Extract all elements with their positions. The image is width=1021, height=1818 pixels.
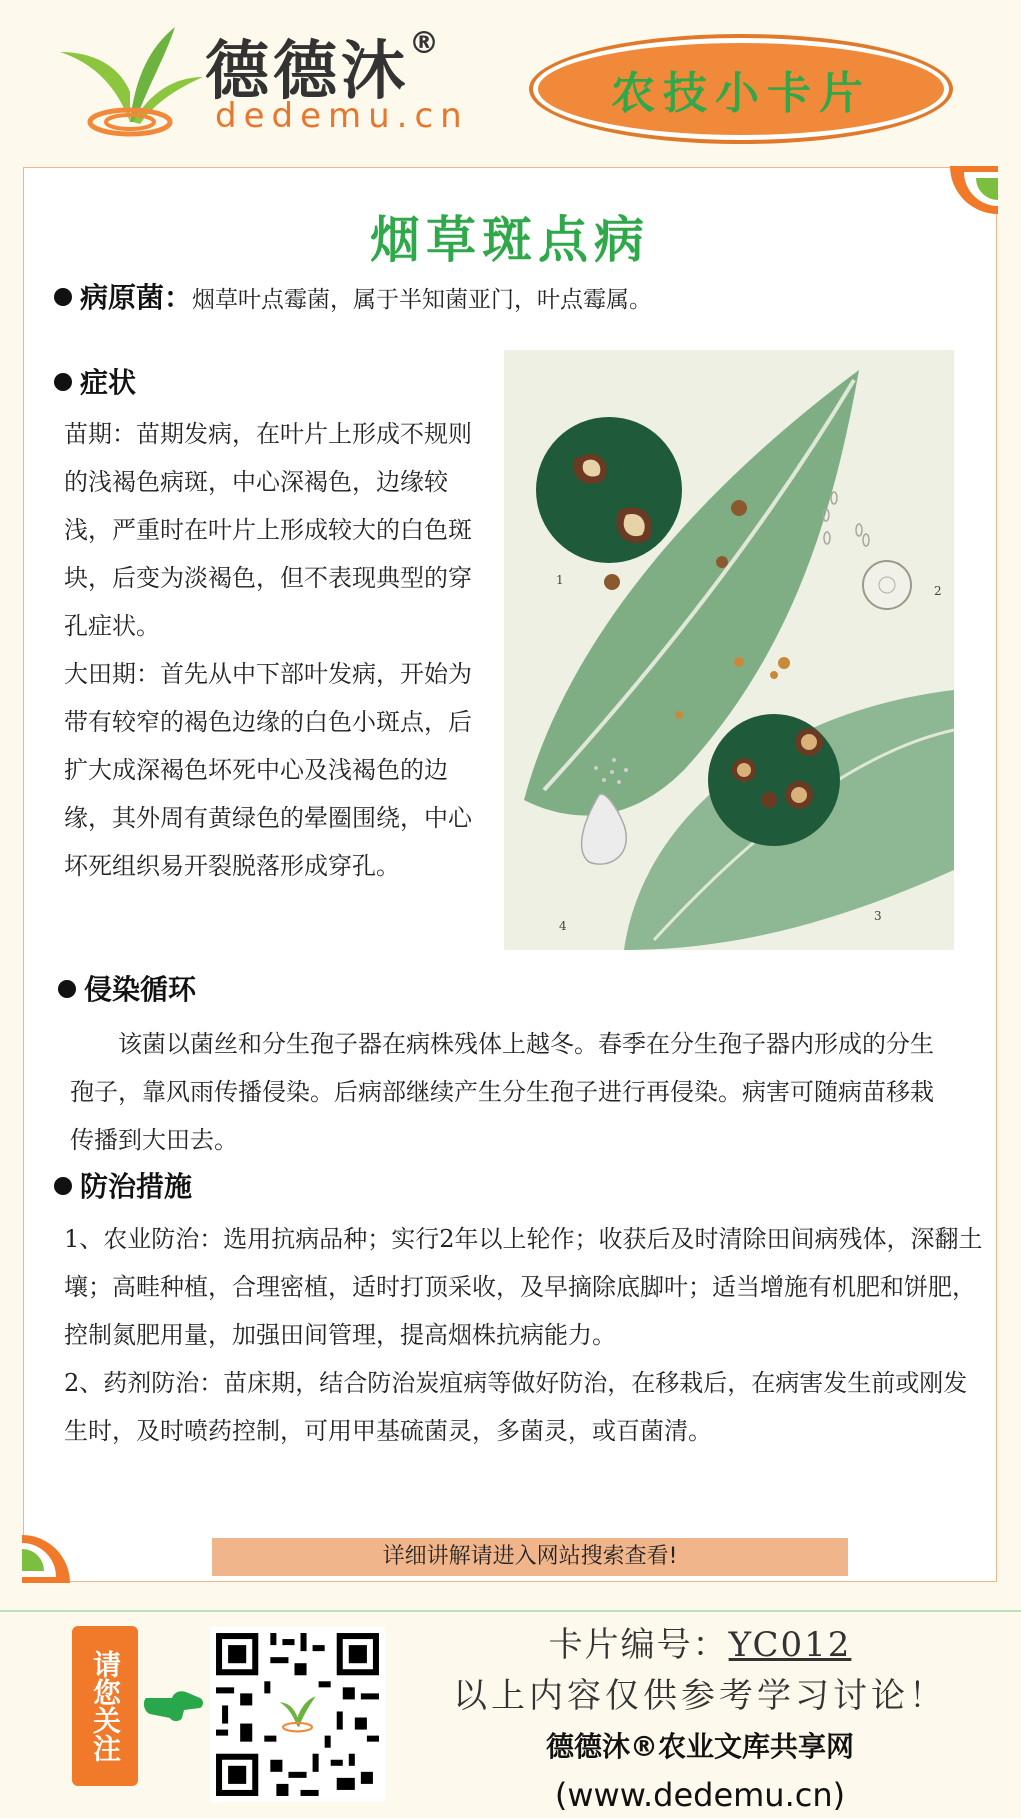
figure-label-3: 3 <box>874 909 882 923</box>
control-heading: 防治措施 <box>54 1165 192 1205</box>
card-info <box>420 1620 980 1818</box>
figure-label-4: 4 <box>559 919 567 933</box>
bullet-icon <box>54 373 72 391</box>
tobacco-leaf-illustration <box>504 350 954 950</box>
info-card <box>23 167 997 1582</box>
divider <box>0 1610 1021 1612</box>
corner-decoration-icon <box>22 1535 70 1583</box>
site-url[interactable]: (www.dedemu.cn) <box>554 1776 846 1814</box>
symptoms-text: 苗期：苗期发病，在叶片上形成不规则的浅褐色病斑，中心深褐色，边缘较浅，严重时在叶片上形成较大的白色斑块，后变为淡褐色，但不表现典型的穿孔症状。 大田期：首先从中下部叶发病，开始为带有较窄的褐色边缘的白色小斑点，后扩大成深褐色坏死中心及浅褐色的边缘，其外周有黄绿色的晕圈围绕，中心坏死组织易开裂脱落形成穿孔。 <box>64 420 472 880</box>
card-type-badge: 农技小卡片 <box>533 38 949 140</box>
bullet-icon <box>54 288 72 306</box>
figure-label-1: 1 <box>556 573 564 587</box>
pathogen-line: 病原菌：烟草叶点霉菌，属于半知菌亚门，叶点霉属。 <box>54 276 652 316</box>
brand-name: 德德沐® <box>205 26 443 109</box>
sprout-logo-icon <box>55 22 205 142</box>
page-title: 烟草斑点病 <box>370 211 650 269</box>
cycle-heading: 侵染循环 <box>58 968 196 1008</box>
header <box>0 0 1021 160</box>
pointing-hand-icon <box>142 1684 204 1724</box>
card-number: 卡片编号：YC012 <box>548 1625 852 1665</box>
control-text: 1、农业防治：选用抗病品种；实行2年以上轮作；收获后及时清除田间病残体，深翻土壤；高畦种植，合理密植，适时打顶采收，及早摘除底脚叶；适当增施有机肥和饼肥，控制氮肥用量，加强田间管理，提高烟株抗病能力。 2、药剂防治：苗床期，结合防治炭疽病等做好防治，在移栽后，在病害发生前或刚发生时，及时喷药控制，可用甲基硫菌灵，多菌灵，或百菌清。 <box>64 1225 983 1445</box>
follow-us-tag: 请您关注 <box>72 1626 138 1786</box>
cycle-text: 该菌以菌丝和分生孢子器在病株残体上越冬。春季在分生孢子器内形成的分生孢子，靠风雨传播侵染。后病部继续产生分生孢子进行再侵染。病害可随病苗移栽传播到大田去。 <box>70 1030 934 1154</box>
symptoms-heading: 症状 <box>54 361 136 401</box>
bullet-icon <box>54 1177 72 1195</box>
website-hint-bar: 详细讲解请进入网站搜索查看! <box>212 1538 848 1576</box>
site-name: 德德沐®农业文库共享网 <box>545 1730 854 1763</box>
brand-domain: dedemu.cn <box>215 96 469 136</box>
disclaimer: 以上内容仅供参考学习讨论！ <box>453 1676 947 1716</box>
qr-code[interactable] <box>210 1627 385 1802</box>
bullet-icon <box>58 980 76 998</box>
figure-label-2: 2 <box>934 584 942 598</box>
